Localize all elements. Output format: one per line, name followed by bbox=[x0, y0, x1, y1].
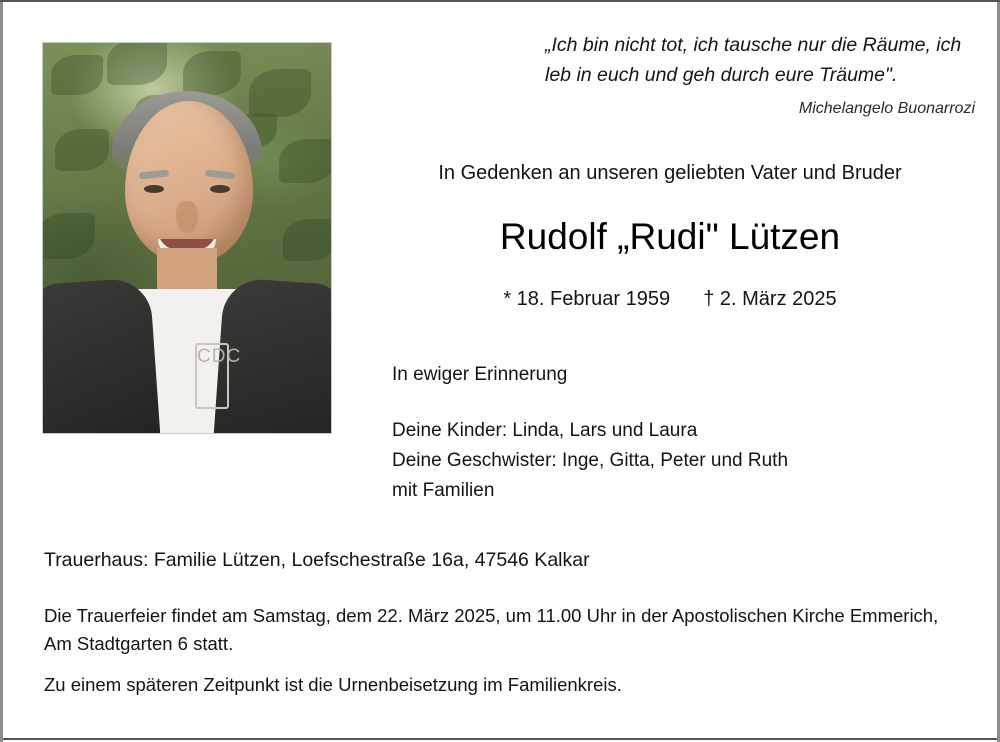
quote-author: Michelangelo Buonarrozi bbox=[798, 100, 975, 117]
death-date: † 2. März 2025 bbox=[703, 288, 837, 310]
jacket-left bbox=[42, 277, 160, 434]
dedication-line: In Gedenken an unseren geliebten Vater und Bruder bbox=[438, 162, 902, 184]
life-dates bbox=[380, 288, 960, 311]
photo-background bbox=[43, 43, 331, 433]
family-block bbox=[392, 416, 952, 506]
birth-date: * 18. Februar 1959 bbox=[503, 288, 671, 310]
children-line: Deine Kinder: Linda, Lars und Laura bbox=[392, 420, 698, 441]
urn-burial-note: Zu einem späteren Zeitpunkt ist die Urnenbeisetzung im Familienkreis. bbox=[44, 674, 622, 695]
funeral-ceremony-details: Die Trauerfeier findet am Samstag, dem 22. März 2025, um 11.00 Uhr in der Apostolischen Kirche Emmerich, Am Stadtgarten 6 statt. bbox=[44, 605, 939, 654]
nose bbox=[176, 201, 198, 233]
memory-line: In ewiger Erinnerung bbox=[392, 364, 568, 385]
mourning-house-address: Trauerhaus: Familie Lützen, Loefschestraße 16a, 47546 Kalkar bbox=[44, 549, 590, 571]
eye-right bbox=[210, 185, 230, 193]
eye-left bbox=[144, 185, 164, 193]
portrait-photo bbox=[42, 42, 332, 434]
left-border bbox=[0, 2, 3, 742]
families-line: mit Familien bbox=[392, 480, 495, 501]
deceased-name: Rudolf „Rudi" Lützen bbox=[499, 216, 841, 257]
memorial-quote: „Ich bin nicht tot, ich tausche nur die Räume, ich leb in euch und geh durch eure Träume". bbox=[545, 34, 962, 86]
shirt-logo: CDC bbox=[195, 343, 229, 409]
siblings-line: Deine Geschwister: Inge, Gitta, Peter und Ruth bbox=[392, 450, 789, 471]
